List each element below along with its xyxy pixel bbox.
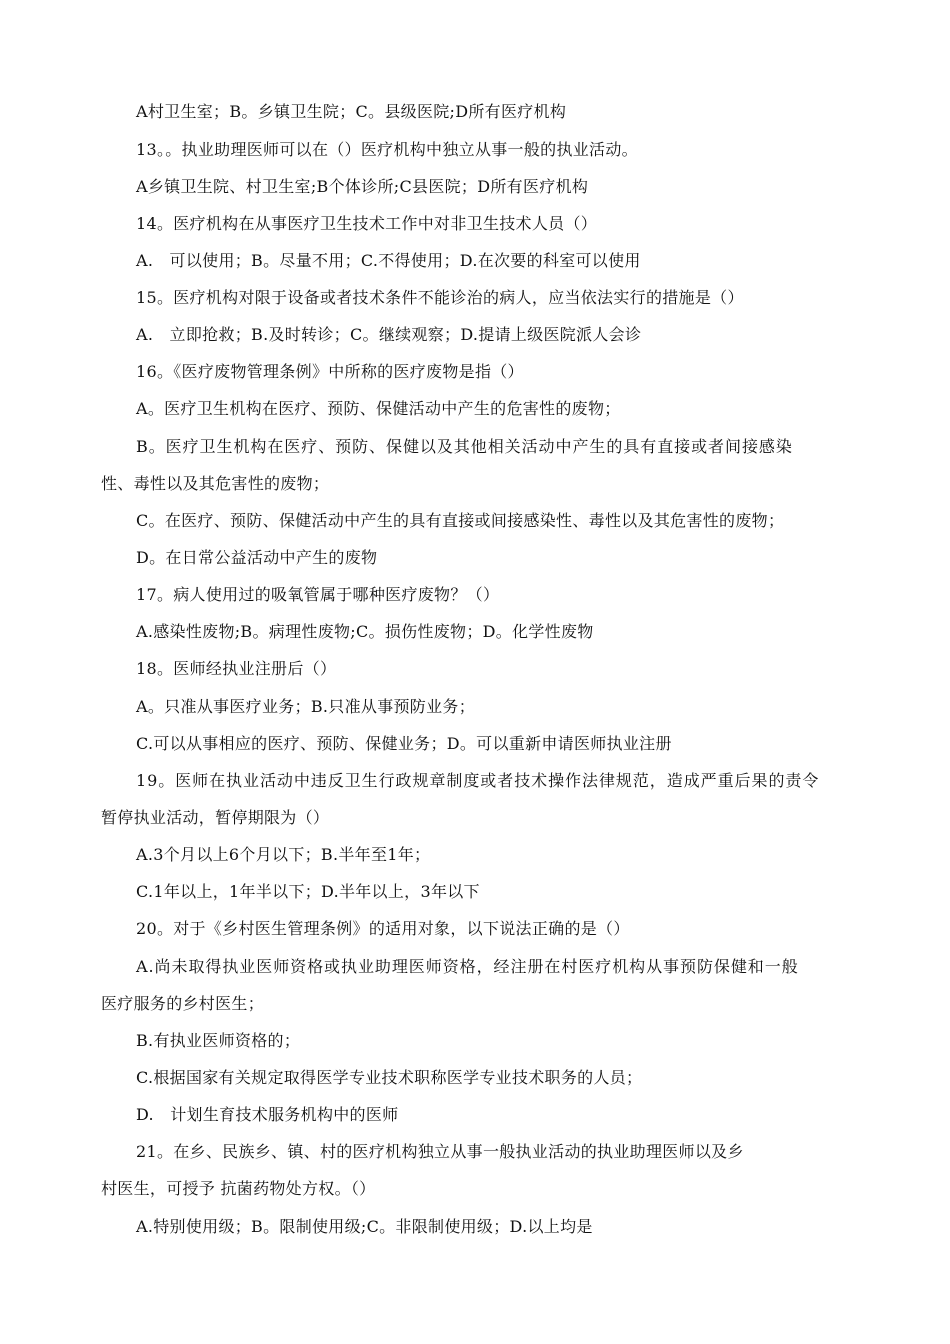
question-16: 16。《医疗废物管理条例》中所称的医疗废物是指（） — [136, 362, 524, 381]
question-21: 21。在乡、民族乡、镇、村的医疗机构独立从事一般执业活动的执业助理医师以及乡 — [136, 1142, 744, 1161]
text-line: 村医生，可授予 抗菌药物处方权。（） — [101, 1179, 376, 1198]
question-19: 19。医师在执业活动中违反卫生行政规章制度或者技术操作法律规范，造成严重后果的责令 — [136, 771, 820, 790]
text-line: A.感染性废物;B。病理性废物;C。损伤性废物；D。化学性废物 — [136, 622, 594, 641]
text-line: C.可以从事相应的医疗、预防、保健业务；D。可以重新申请医师执业注册 — [136, 734, 672, 753]
text-line: 性、毒性以及其危害性的废物； — [101, 474, 330, 493]
text-line: B。医疗卫生机构在医疗、预防、保健以及其他相关活动中产生的具有直接或者间接感染 — [136, 437, 793, 456]
text-line: C。在医疗、预防、保健活动中产生的具有直接或间接感染性、毒性以及其危害性的废物； — [136, 511, 785, 530]
text-line: A乡镇卫生院、村卫生室;B个体诊所;C县医院；D所有医疗机构 — [136, 177, 589, 196]
text-line: 暂停执业活动，暂停期限为（） — [101, 808, 330, 827]
text-line: A.尚未取得执业医师资格或执业助理医师资格，经注册在村医疗机构从事预防保健和一般 — [136, 957, 799, 976]
text-line: A村卫生室；B。乡镇卫生院；C。县级医院;D所有医疗机构 — [136, 102, 567, 121]
question-13: 13。。执业助理医师可以在（）医疗机构中独立从事一般的执业活动。 — [136, 140, 638, 159]
question-17: 17。病人使用过的吸氧管属于哪种医疗废物？（） — [136, 585, 500, 604]
text-line: D。在日常公益活动中产生的废物 — [136, 548, 378, 567]
text-line: A.特别使用级；B。限制使用级;C。非限制使用级；D.以上均是 — [136, 1217, 593, 1236]
text-line: A. 立即抢救；B.及时转诊；C。继续观察；D.提请上级医院派人会诊 — [136, 325, 642, 344]
question-20: 20。对于《乡村医生管理条例》的适用对象，以下说法正确的是（） — [136, 919, 630, 938]
text-line: D. 计划生育技术服务机构中的医师 — [136, 1105, 399, 1124]
text-line: A. 可以使用；B。尽量不用；C.不得使用；D.在次要的科室可以使用 — [136, 251, 641, 270]
text-line: B.有执业医师资格的； — [136, 1031, 301, 1050]
text-line: C.根据国家有关规定取得医学专业技术职称医学专业技术职务的人员； — [136, 1068, 643, 1087]
text-line: A。只准从事医疗业务；B.只准从事预防业务； — [136, 697, 475, 716]
question-18: 18。医师经执业注册后（） — [136, 659, 337, 678]
text-line: 医疗服务的乡村医生； — [101, 994, 265, 1013]
text-line: A.3个月以上6个月以下；B.半年至1年； — [136, 845, 431, 864]
text-line: C.1年以上，1年半以下；D.半年以上，3年以下 — [136, 882, 480, 901]
text-line: A。医疗卫生机构在医疗、预防、保健活动中产生的危害性的废物； — [136, 399, 621, 418]
question-14: 14。医疗机构在从事医疗卫生技术工作中对非卫生技术人员（） — [136, 214, 598, 233]
question-15: 15。医疗机构对限于设备或者技术条件不能诊治的病人，应当依法实行的措施是（） — [136, 288, 744, 307]
